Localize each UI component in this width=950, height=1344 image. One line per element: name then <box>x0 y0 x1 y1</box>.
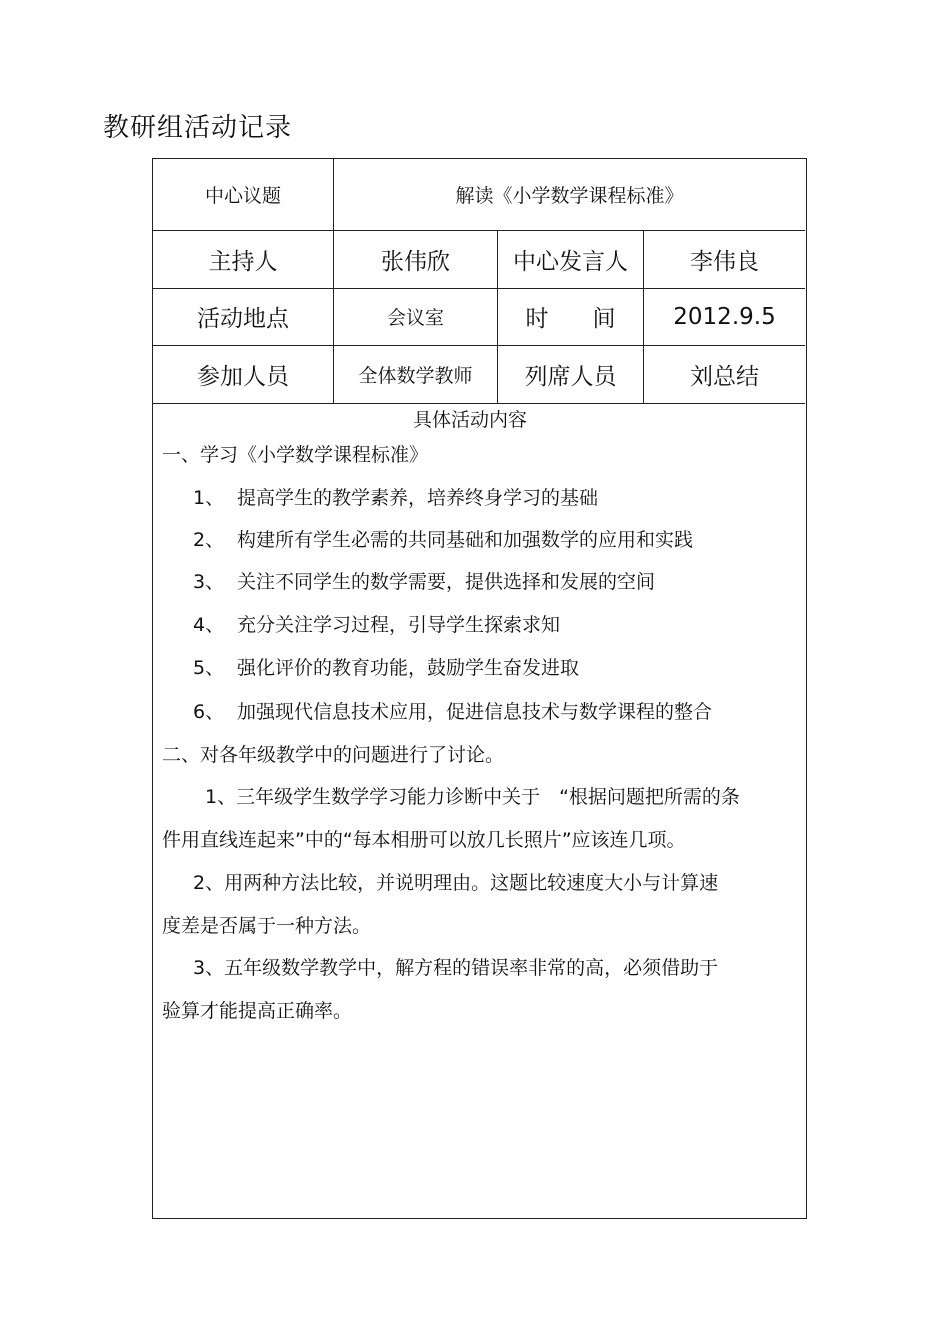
location-label: 活动地点 <box>197 306 289 332</box>
speaker-label: 中心发言人 <box>513 248 628 275</box>
item-text: 构建所有学生必需的共同基础和加强数学的应用和实践 <box>237 529 694 551</box>
item-text: 提高学生的教学素养，培养终身学习的基础 <box>237 487 599 509</box>
list-item <box>193 610 560 637</box>
paragraph-line: 验算才能提高正确率。 <box>162 1000 353 1022</box>
paragraph-line: 2、用两种方法比较，并说明理由。这题比较速度大小与计算速 <box>193 872 719 894</box>
speaker-value: 李伟良 <box>690 248 759 275</box>
time-label-char: 时 <box>525 306 549 332</box>
list-item <box>193 483 598 510</box>
paragraph-line: 1、三年级学生数学学习能力诊断中关于 “根据问题把所需的条 <box>205 786 740 808</box>
topic-label: 中心议题 <box>204 185 281 207</box>
topic-value: 解读《小学数学课程标准》 <box>455 185 684 207</box>
item-number: 3、 <box>193 571 225 593</box>
list-item <box>193 525 693 552</box>
item-number: 2、 <box>193 529 225 551</box>
list-item <box>193 653 579 680</box>
paragraph-line: 件用直线连起来”中的“每本相册可以放几长照片”应该连几项。 <box>162 829 686 851</box>
time-label <box>498 288 643 345</box>
host-label: 主持人 <box>208 248 278 275</box>
activity-record-table <box>152 158 807 1219</box>
participants-value: 全体数学教师 <box>358 364 473 387</box>
item-number: 6、 <box>193 701 225 723</box>
item-text: 强化评价的教育功能，鼓励学生奋发进取 <box>237 657 580 679</box>
list-item <box>193 697 712 724</box>
list-item <box>193 567 655 594</box>
time-value: 2012.9.5 <box>673 303 776 330</box>
section-1-title: 一、学习《小学数学课程标准》 <box>162 444 429 466</box>
document-title: 教研组活动记录 <box>103 113 293 143</box>
time-label-char: 间 <box>592 306 616 332</box>
row-divider <box>153 403 805 404</box>
content-heading: 具体活动内容 <box>413 409 528 431</box>
paragraph-line: 3、五年级数学教学中，解方程的错误率非常的高，必须借助于 <box>193 957 719 979</box>
participants-label: 参加人员 <box>197 363 289 390</box>
item-number: 4、 <box>193 614 225 636</box>
item-text: 充分关注学习过程，引导学生探索求知 <box>237 614 561 636</box>
location-value: 会议室 <box>386 307 444 329</box>
attendee-label: 列席人员 <box>524 363 617 390</box>
item-text: 关注不同学生的数学需要，提供选择和发展的空间 <box>237 571 656 593</box>
section-2-title: 二、对各年级教学中的问题进行了讨论。 <box>162 744 505 766</box>
item-text: 加强现代信息技术应用，促进信息技术与数学课程的整合 <box>237 701 713 723</box>
host-value: 张伟欣 <box>381 248 450 275</box>
attendee-value: 刘总结 <box>690 363 759 390</box>
item-number: 1、 <box>193 487 225 509</box>
paragraph-line: 度差是否属于一种方法。 <box>162 915 372 937</box>
item-number: 5、 <box>193 657 225 679</box>
